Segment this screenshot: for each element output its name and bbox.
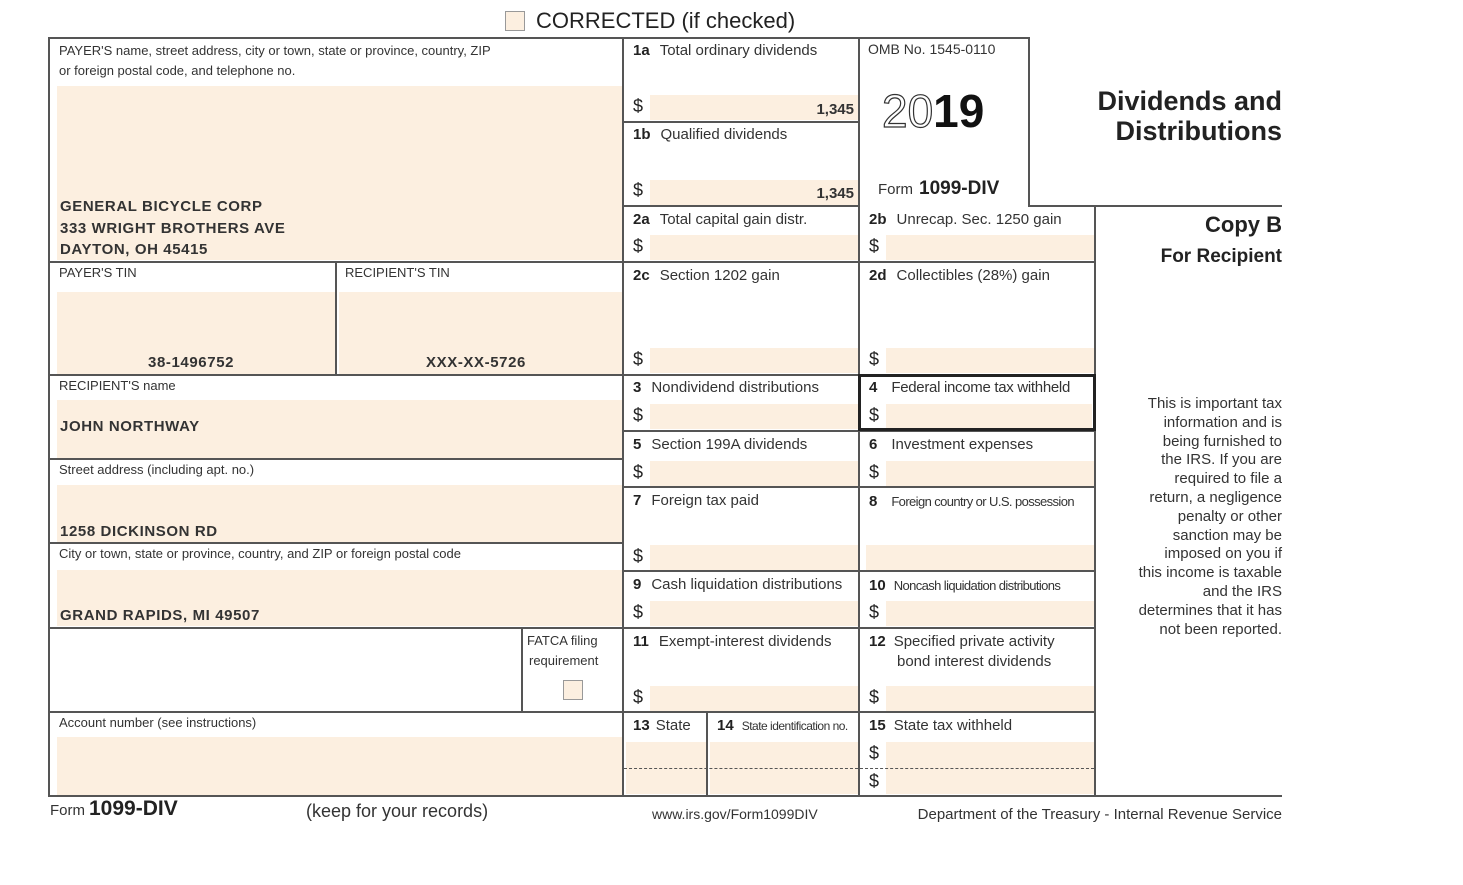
box2d-fill[interactable] <box>886 348 1094 373</box>
box6-num: 6 <box>869 436 878 453</box>
city-label: City or town, state or province, country, and ZIP or foreign postal code <box>59 546 461 561</box>
box12-text-line1: Specified private activity <box>893 633 1055 650</box>
box9-fill[interactable] <box>650 601 858 626</box>
box2b-num: 2b <box>869 211 887 228</box>
box2c-num: 2c <box>633 267 650 284</box>
box5-text: Section 199A dividends <box>651 436 808 453</box>
corrected-label: CORRECTED (if checked) <box>536 8 796 33</box>
row-5-bottom <box>622 486 1096 488</box>
box13-label <box>633 717 691 734</box>
footer-form-name: 1099-DIV <box>89 797 178 820</box>
box14-label <box>717 717 848 734</box>
box2a-text: Total capital gain distr. <box>659 211 808 228</box>
col-right-sep-top <box>1028 37 1030 207</box>
copy-label: Copy B <box>1205 212 1282 237</box>
box2c-label <box>633 267 780 284</box>
box3-fill[interactable] <box>650 404 858 429</box>
box15-text: State tax withheld <box>893 717 1013 734</box>
box8-text: Foreign country or U.S. possession <box>891 494 1074 509</box>
box6-label <box>869 436 1033 453</box>
box7-text: Foreign tax paid <box>651 492 759 509</box>
box4-num: 4 <box>869 379 878 396</box>
box9-dollar: $ <box>633 602 644 622</box>
notice-line: required to file a <box>1174 470 1282 488</box>
box5-dollar: $ <box>633 462 644 482</box>
row-7-bottom <box>622 570 1096 572</box>
row-city-bottom <box>48 627 624 629</box>
box7-fill[interactable] <box>650 545 858 570</box>
box1a-value: 1,345 <box>816 101 854 118</box>
box4-text: Federal income tax withheld <box>891 379 1071 396</box>
box5-num: 5 <box>633 436 642 453</box>
row-tin-bottom <box>48 374 624 376</box>
box2b-fill[interactable] <box>886 235 1094 260</box>
state-dash-right <box>860 768 1094 769</box>
notice-line: not been reported. <box>1159 620 1282 638</box>
payer-tin-label: PAYER'S TIN <box>59 265 137 280</box>
tax-year <box>882 85 985 137</box>
box7-label <box>633 492 759 509</box>
box6-text: Investment expenses <box>891 436 1034 453</box>
box12-label-line1 <box>869 633 1055 650</box>
box2c-dollar: $ <box>633 349 644 369</box>
box15-label <box>869 717 1012 734</box>
box10-dollar: $ <box>869 602 880 622</box>
box15-num: 15 <box>869 717 886 734</box>
footer-form-id <box>50 797 178 821</box>
box13-text: State <box>655 717 691 734</box>
row-9-bottom <box>622 627 1096 629</box>
box2a-dollar: $ <box>633 236 644 256</box>
payer-street: 333 WRIGHT BROTHERS AVE <box>60 220 286 237</box>
box1a-label <box>633 42 817 59</box>
payer-label-line2: or foreign postal code, and telephone no. <box>59 63 296 78</box>
box8-fill[interactable] <box>866 545 1094 570</box>
box11-text: Exempt-interest dividends <box>658 633 832 650</box>
box4-label <box>869 379 1070 396</box>
box12-label-line2: bond interest dividends <box>897 653 1052 670</box>
notice-line: determines that it has <box>1138 601 1282 619</box>
street-value: 1258 DICKINSON RD <box>60 523 218 540</box>
header-rule <box>1028 205 1282 207</box>
box11-fill[interactable] <box>650 686 858 711</box>
row-1b-bottom <box>622 205 860 207</box>
notice-line: This is important tax <box>1147 395 1282 412</box>
border-top-left <box>48 37 1030 39</box>
state-sep <box>706 711 708 797</box>
box1b-num: 1b <box>633 126 651 143</box>
for-recipient-label: For Recipient <box>1160 246 1282 267</box>
box3-dollar: $ <box>633 405 644 425</box>
box9-label <box>633 576 842 593</box>
row-11-bottom <box>622 711 1096 713</box>
recipient-name-label: RECIPIENT'S name <box>59 378 176 393</box>
box3-num: 3 <box>633 379 642 396</box>
notice-line: penalty or other <box>1177 507 1282 525</box>
form-title-line1: Dividends and <box>1097 86 1282 116</box>
box1b-label <box>633 126 787 143</box>
notice-line: sanction may be <box>1172 526 1282 544</box>
tax-year-light: 20 <box>882 85 934 137</box>
row-name-bottom <box>48 458 624 460</box>
box2d-label <box>869 267 1050 284</box>
box9-text: Cash liquidation distributions <box>651 576 843 593</box>
box14-num: 14 <box>717 717 734 734</box>
box2a-fill[interactable] <box>650 235 858 260</box>
notice-line: and the IRS <box>1202 582 1282 600</box>
box11-label <box>633 633 831 650</box>
box15-dollar-1: $ <box>869 743 880 763</box>
box4-dollar: $ <box>869 405 880 425</box>
box1b-value: 1,345 <box>816 185 854 202</box>
box7-num: 7 <box>633 492 642 509</box>
box2d-dollar: $ <box>869 349 880 369</box>
fatca-label-line1: FATCA filing <box>527 633 598 648</box>
row-1a-bottom <box>622 121 860 123</box>
recipient-tin-value: XXX-XX-5726 <box>426 354 526 371</box>
row-street-bottom <box>48 542 624 544</box>
account-label: Account number (see instructions) <box>59 715 257 730</box>
box7-dollar: $ <box>633 546 644 566</box>
box3-text: Nondividend distributions <box>651 379 819 396</box>
box2b-text: Unrecap. Sec. 1250 gain <box>896 211 1062 228</box>
box5-label <box>633 436 807 453</box>
box2d-text: Collectibles (28%) gain <box>896 267 1050 284</box>
box11-num: 11 <box>633 633 649 650</box>
box1a-text: Total ordinary dividends <box>659 42 818 59</box>
box6-dollar: $ <box>869 462 880 482</box>
box10-num: 10 <box>869 577 886 594</box>
tin-sep <box>335 261 337 375</box>
col-left-sep <box>622 37 624 797</box>
street-label: Street address (including apt. no.) <box>59 462 255 477</box>
box8-num: 8 <box>869 493 878 510</box>
box1a-dollar: $ <box>633 96 644 116</box>
payer-label-line1: PAYER'S name, street address, city or town, state or province, country, ZIP <box>59 43 491 58</box>
box14-text: State identification no. <box>741 719 848 733</box>
box10-fill[interactable] <box>886 601 1094 626</box>
box12-fill[interactable] <box>886 686 1094 711</box>
box2b-dollar: $ <box>869 236 880 256</box>
row-fatca-bottom <box>48 711 624 713</box>
form-word: Form <box>878 181 913 198</box>
form-title-line2: Distributions <box>1115 116 1282 146</box>
corrected-checkbox[interactable] <box>505 11 525 31</box>
form-name: 1099-DIV <box>919 178 1000 199</box>
box2c-fill[interactable] <box>650 348 858 373</box>
box2b-label <box>869 211 1062 228</box>
footer-form-word: Form <box>50 802 85 819</box>
box11-dollar: $ <box>633 687 644 707</box>
box10-label <box>869 577 1060 594</box>
notice-line: the IRS. If you are <box>1161 451 1282 469</box>
recipient-name-value: JOHN NORTHWAY <box>60 418 200 435</box>
tax-year-bold: 19 <box>933 85 985 137</box>
form-id-header <box>878 178 999 200</box>
payer-name: GENERAL BICYCLE CORP <box>60 198 263 215</box>
box2d-num: 2d <box>869 267 887 284</box>
box8-label <box>869 493 1074 510</box>
row-2a-bottom <box>622 261 1096 263</box>
box2a-num: 2a <box>633 211 650 228</box>
box10-text: Noncash liquidation distributions <box>893 578 1061 593</box>
box13-num: 13 <box>633 717 650 734</box>
notice-line: return, a negligence <box>1149 488 1282 506</box>
notice-line: being furnished to <box>1162 432 1282 450</box>
account-fill[interactable] <box>57 737 622 795</box>
notice-text <box>1102 395 1282 639</box>
box15-dollar-2: $ <box>869 771 880 791</box>
city-value: GRAND RAPIDS, MI 49507 <box>60 607 260 624</box>
fatca-label-line2: requirement <box>529 653 599 668</box>
notice-line: information and is <box>1163 413 1282 431</box>
fatca-checkbox[interactable] <box>563 680 583 700</box>
omb-number: OMB No. 1545-0110 <box>868 41 996 57</box>
box5-fill[interactable] <box>650 461 858 486</box>
border-left <box>48 37 50 797</box>
footer-url: www.irs.gov/Form1099DIV <box>652 806 818 822</box>
payer-tin-value: 38-1496752 <box>148 354 235 371</box>
box1a-num: 1a <box>633 42 650 59</box>
box1b-text: Qualified dividends <box>660 126 788 143</box>
footer-keep: (keep for your records) <box>306 801 489 821</box>
box6-fill[interactable] <box>886 461 1094 486</box>
box1b-dollar: $ <box>633 180 644 200</box>
border-bottom <box>48 795 1282 797</box>
col-right-sep <box>1094 205 1096 797</box>
state-dash-mid <box>624 768 858 769</box>
box12-dollar: $ <box>869 687 880 707</box>
box9-num: 9 <box>633 576 642 593</box>
recipient-tin-label: RECIPIENT'S TIN <box>345 265 450 280</box>
box2c-text: Section 1202 gain <box>659 267 780 284</box>
box3-label <box>633 379 819 396</box>
notice-line: imposed on you if <box>1164 545 1282 563</box>
box12-num: 12 <box>869 633 886 650</box>
box2a-label <box>633 211 807 228</box>
notice-line: this income is taxable <box>1138 564 1282 582</box>
footer-dept: Department of the Treasury - Internal Revenue Service <box>917 806 1282 823</box>
fatca-sep <box>521 627 523 713</box>
payer-city: DAYTON, OH 45415 <box>60 241 208 258</box>
